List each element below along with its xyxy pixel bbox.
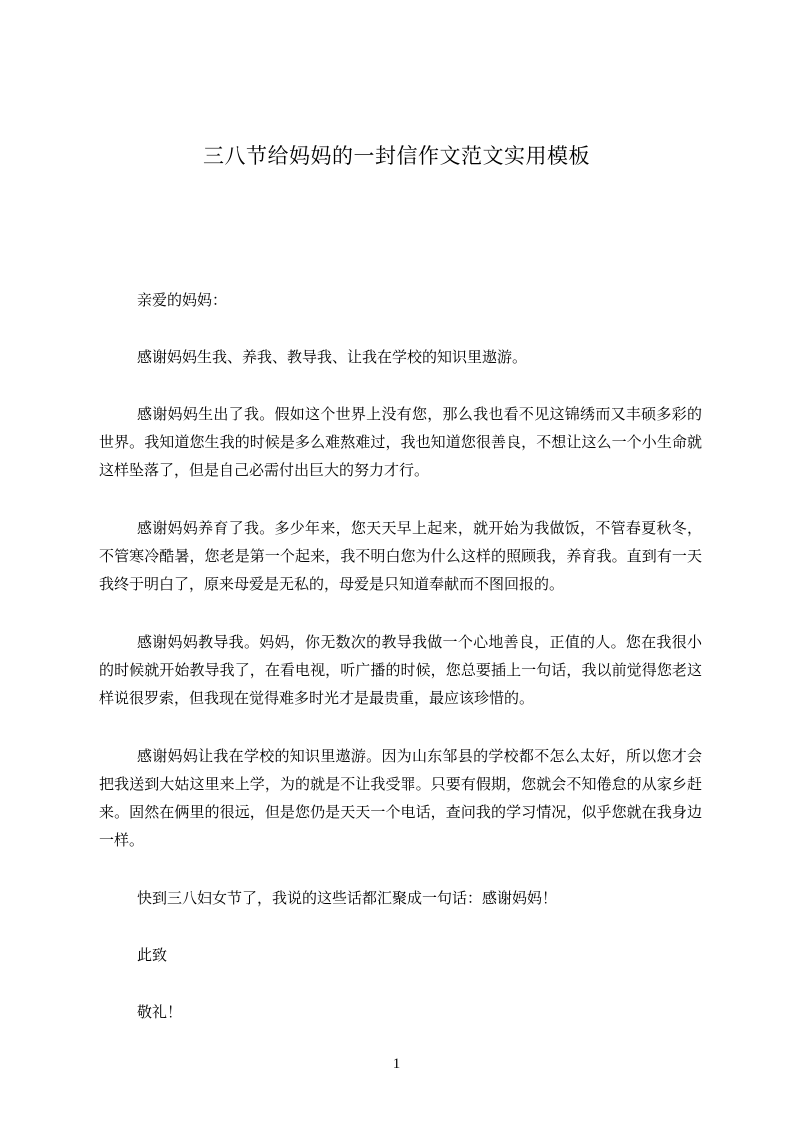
salutation-paragraph: 亲爱的妈妈： — [137, 291, 228, 309]
womens-day-paragraph: 快到三八妇女节了，我说的这些话都汇聚成一句话：感谢妈妈！ — [137, 889, 558, 907]
document-title: 三八节给妈妈的一封信作文范文实用模板 — [203, 144, 590, 168]
upbringing-gratitude-paragraph: 感谢妈妈养育了我。多少年来，您天天早上起来，就开始为我做饭，不管春夏秋冬，不管寒冷酷暑，您老是第一个起来，我不明白您为什么这样的照顾我，养育我。直到有一天我终于明白了，原来母爱是无私的，母爱是只知道奉献而不图回报的。 — [99, 519, 702, 593]
closing-line: 此致 — [137, 946, 168, 964]
gratitude-summary-paragraph: 感谢妈妈生我、养我、教导我、让我在学校的知识里遨游。 — [137, 348, 528, 366]
teaching-gratitude-paragraph: 感谢妈妈教导我。妈妈，你无数次的教导我做一个心地善良，正值的人。您在我很小的时候就开始教导我了，在看电视，听广播的时候，您总要插上一句话，我以前觉得您老这样说很罗索，但我现在觉得难多时光才是最贵重，最应该珍惜的。 — [99, 633, 702, 707]
school-gratitude-paragraph: 感谢妈妈让我在学校的知识里遨游。因为山东邹县的学校都不怎么太好，所以您才会把我送到大姑这里来上学，为的就是不让我受罪。只要有假期，您就会不知倦怠的从家乡赶来。固然在俩里的很远，但是您仍是天天一个电话，查问我的学习情况，似乎您就在我身边一样。 — [99, 747, 702, 849]
regards-line: 敬礼！ — [137, 1003, 183, 1021]
birth-gratitude-paragraph: 感谢妈妈生出了我。假如这个世界上没有您，那么我也看不见这锦绣而又丰硕多彩的世界。我知道您生我的时候是多么难熬难过，我也知道您很善良，不想让这么一个小生命就这样坠落了，但是自己必需付出巨大的努力才行。 — [99, 405, 702, 479]
page-number: 1 — [392, 1056, 401, 1072]
letter-body — [99, 286, 702, 1055]
